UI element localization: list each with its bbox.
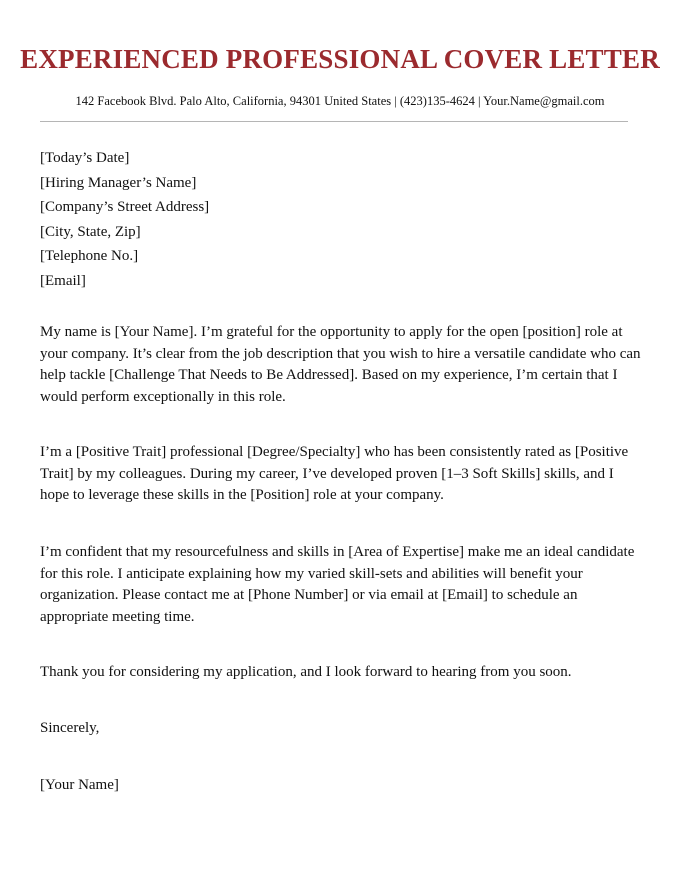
header-divider bbox=[40, 121, 628, 122]
contact-line: 142 Facebook Blvd. Palo Alto, California, 94301 United States | (423)135-4624 | Your.Name@gmail.com bbox=[75, 94, 605, 108]
body-paragraph-intro: My name is [Your Name]. I’m grateful for the opportunity to apply for the open [position] role at your company. It’s clear from the job description that you wish to hire a versatile candidate who can help tackle [Challenge That Needs to Be Addressed]. Based on my experience, I’m certain that I would perform exceptionally in this role. bbox=[40, 324, 641, 405]
telephone-line: [Telephone No.] bbox=[40, 248, 139, 265]
body-paragraph-expertise: I’m confident that my resourcefulness and skills in [Area of Expertise] make me an ideal candidate for this role. I anticipate explaining how my varied skill-sets and abilities will benefit your organization. Please contact me at [Phone Number] or via email at [Email] to schedule an appropriate meeting time. bbox=[40, 544, 635, 625]
signature: [Your Name] bbox=[40, 777, 119, 793]
date-line: [Today’s Date] bbox=[40, 150, 130, 166]
hiring-manager-line: [Hiring Manager’s Name] bbox=[40, 174, 197, 191]
email-line: [Email] bbox=[40, 272, 86, 289]
page-title: EXPERIENCED PROFESSIONAL COVER LETTER bbox=[20, 44, 660, 74]
recipient-block bbox=[40, 146, 640, 294]
street-address-line: [Company’s Street Address] bbox=[40, 199, 210, 216]
body-paragraph-traits: I’m a [Positive Trait] professional [Degree/Specialty] who has been consistently rated as [Positive Trait] by my colleagues. During my career, I’ve developed proven [1–3 Soft Skills] skills, and I hope to leverage these skills in the [Position] role at your company. bbox=[40, 444, 629, 503]
body-paragraph-thanks: Thank you for considering my application, and I look forward to hearing from you soon. bbox=[40, 664, 572, 680]
city-state-zip-line: [City, State, Zip] bbox=[40, 223, 141, 240]
closing: Sincerely, bbox=[40, 720, 100, 736]
